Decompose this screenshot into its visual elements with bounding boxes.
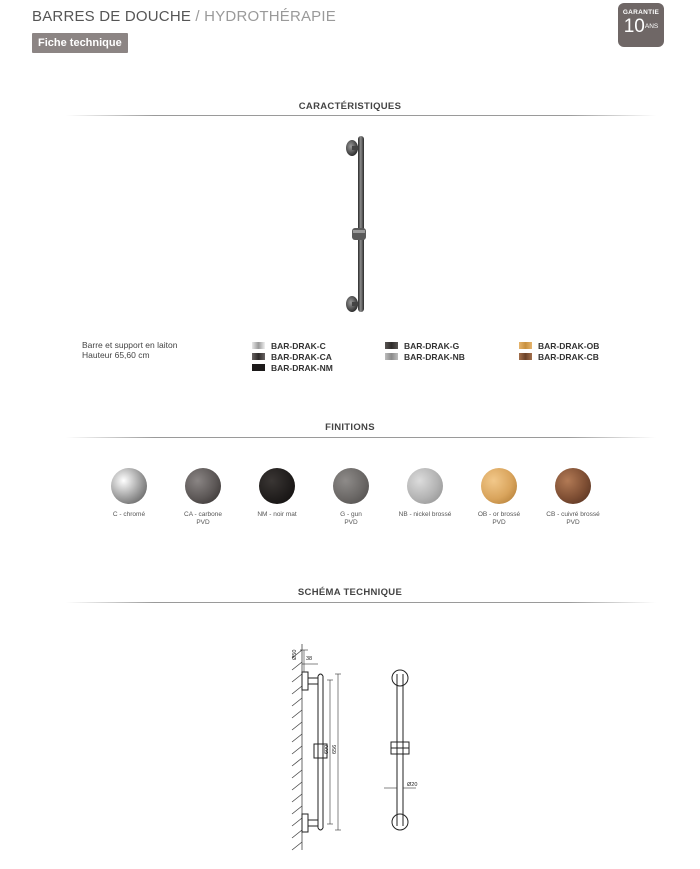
swatch-nickel-brosse <box>385 353 398 360</box>
reference-item <box>385 340 465 351</box>
finish-item <box>93 468 165 519</box>
description-line: Hauteur 65,60 cm <box>82 350 150 360</box>
finish-name: C - chromé <box>112 511 146 518</box>
product-description <box>82 340 177 360</box>
finish-item <box>537 468 609 527</box>
section-divider <box>66 115 656 116</box>
reference-code: BAR-DRAK-OB <box>538 340 600 351</box>
swatch-noir-mat <box>252 364 265 371</box>
technical-drawing <box>270 636 450 856</box>
finish-label <box>389 511 461 519</box>
title-separator: / <box>191 8 205 25</box>
swatch-or-brosse <box>519 342 532 349</box>
finish-label <box>241 511 313 519</box>
reference-item <box>252 340 333 351</box>
swatch-carbone <box>252 353 265 360</box>
guarantee-badge <box>618 3 664 47</box>
reference-code: BAR-DRAK-G <box>404 340 460 351</box>
finish-item <box>167 468 239 527</box>
finish-subtitle: PVD <box>344 519 358 526</box>
finish-subtitle: PVD <box>566 519 580 526</box>
finish-name: G - gun <box>340 511 362 518</box>
dim-diameter-label: Ø20 <box>407 782 418 788</box>
finish-name: OB - or brossé <box>477 511 521 518</box>
finish-item <box>241 468 313 519</box>
finish-item <box>315 468 387 527</box>
fiche-technique-badge: Fiche technique <box>32 33 128 53</box>
guarantee-unit: ANS <box>644 23 659 30</box>
reference-column-1 <box>252 340 333 373</box>
reference-item <box>519 351 599 362</box>
finish-label <box>537 511 609 527</box>
finish-name: NM - noir mat <box>257 511 297 518</box>
reference-item <box>252 351 333 362</box>
finish-label <box>315 511 387 527</box>
finish-swatch <box>481 468 517 504</box>
finish-name: NB - nickel brossé <box>398 511 452 518</box>
reference-code: BAR-DRAK-NB <box>404 351 465 362</box>
finish-subtitle: PVD <box>492 519 506 526</box>
section-title-caracteristiques: CARACTÉRISTIQUES <box>298 101 402 112</box>
finish-swatch <box>407 468 443 504</box>
guarantee-value <box>618 17 664 37</box>
finish-subtitle: PVD <box>196 519 210 526</box>
finish-label <box>463 511 535 527</box>
finish-label <box>93 511 165 519</box>
guarantee-label: GARANTIE <box>622 9 660 16</box>
finish-swatch <box>555 468 591 504</box>
dim-top-label: Ø50 <box>292 649 298 660</box>
finish-name: CB - cuivré brossé <box>546 511 600 518</box>
swatch-cuivre-brosse <box>519 353 532 360</box>
wall-hatching <box>292 644 302 850</box>
reference-item <box>252 362 333 373</box>
finish-swatch <box>111 468 147 504</box>
swatch-gun <box>385 342 398 349</box>
section-divider <box>66 602 656 603</box>
dim-depth-label: 38 <box>306 656 313 662</box>
product-photo <box>340 130 380 316</box>
reference-code: BAR-DRAK-CA <box>271 351 332 362</box>
reference-column-2 <box>385 340 465 362</box>
reference-code: BAR-DRAK-CB <box>538 351 599 362</box>
finish-swatch <box>185 468 221 504</box>
swatch-chrome <box>252 342 265 349</box>
section-title-finitions: FINITIONS <box>325 422 375 433</box>
section-title-schema: SCHÉMA TECHNIQUE <box>297 587 403 598</box>
description-line: Barre et support en laiton <box>82 340 178 350</box>
reference-item <box>519 340 599 351</box>
finish-item <box>389 468 461 519</box>
reference-code: BAR-DRAK-C <box>271 340 326 351</box>
title-sub: HYDROTHÉRAPIE <box>204 8 336 25</box>
reference-column-3 <box>519 340 599 362</box>
finish-name: CA - carbone <box>184 511 222 518</box>
section-divider <box>66 437 656 438</box>
finish-item <box>463 468 535 527</box>
finish-label <box>167 511 239 527</box>
page-title <box>32 8 336 25</box>
title-main: BARRES DE DOUCHE <box>32 8 192 25</box>
dim-inner-label: 600 <box>324 744 330 754</box>
dim-total-label: 656 <box>332 744 338 754</box>
reference-code: BAR-DRAK-NM <box>271 362 333 373</box>
finish-swatch <box>259 468 295 504</box>
finish-swatch <box>333 468 369 504</box>
guarantee-years: 10 <box>623 16 645 38</box>
reference-item <box>385 351 465 362</box>
